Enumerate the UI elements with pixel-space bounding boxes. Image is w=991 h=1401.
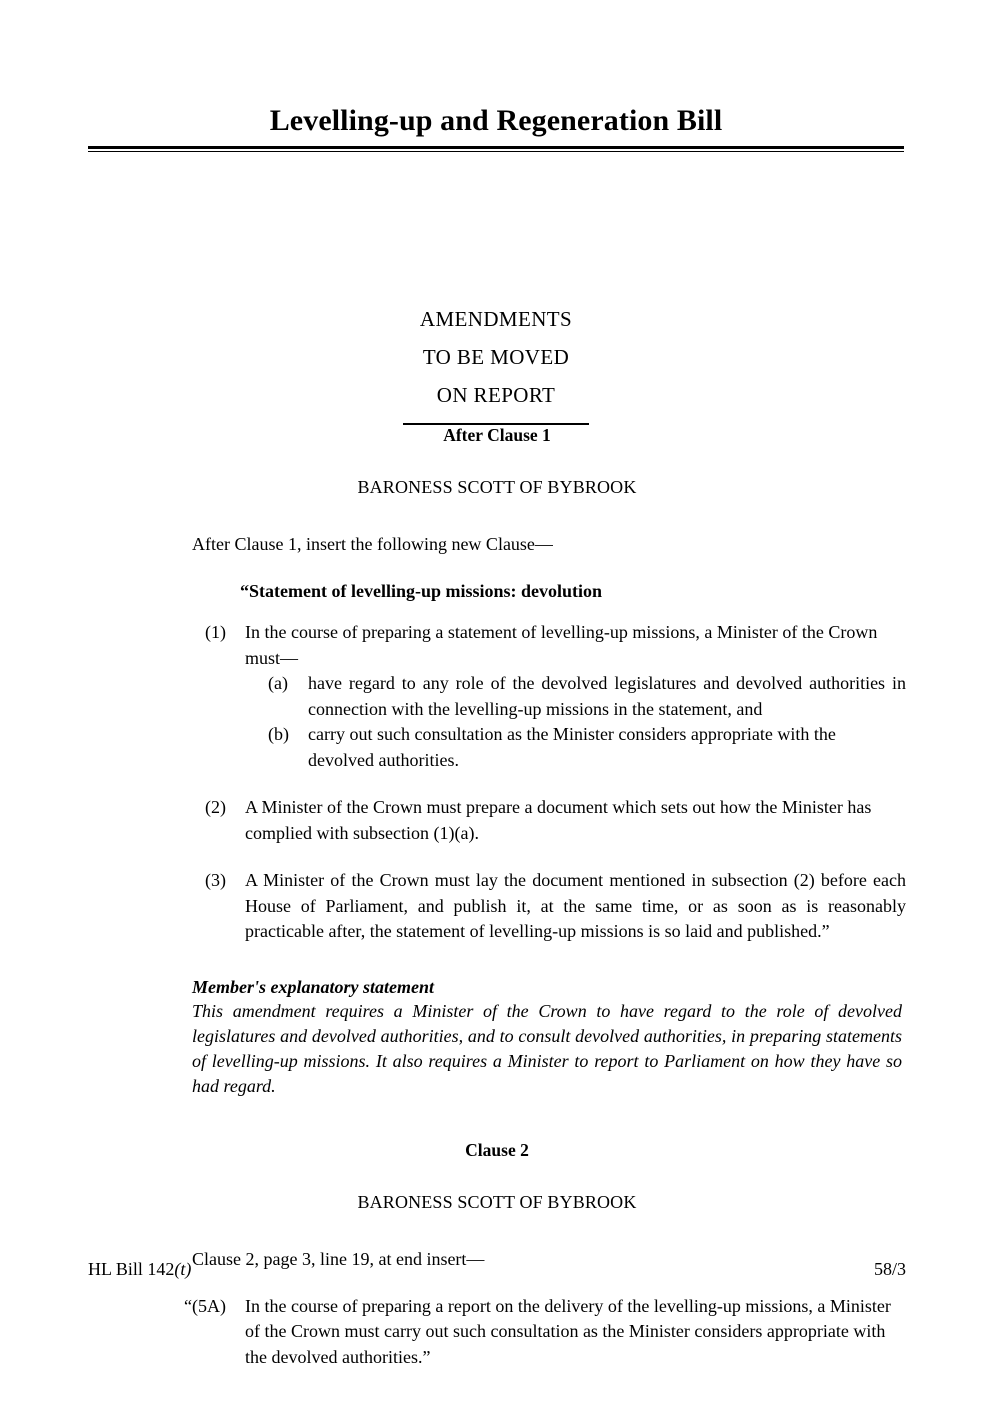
paragraph-marker: (a) [268,673,288,693]
paragraph-marker: (b) [268,724,289,744]
spacer [88,1099,906,1139]
subsection-text: A Minister of the Crown must prepare a document which sets out how the Minister has complied with subsection (1)(a). [245,797,872,843]
spacer [88,604,906,620]
spacer [88,773,906,795]
subsection-text: In the course of preparing a report on the delivery of the levelling-up missions, a Minister of the Crown must carry out such consultation as the Minister considers appropriate with the devolved authorities.” [245,1295,891,1367]
subsection-5a [88,1294,906,1371]
bill-reference-suffix: (t) [174,1259,192,1279]
subsection-3 [88,868,906,945]
subsection-text: In the course of preparing a statement of levelling-up missions, a Minister of the Crown must— [245,622,878,668]
paragraph-a [88,671,906,722]
page-footer [88,1258,906,1280]
amendments-heading-block [88,300,904,425]
explanatory-statement-title: Member's explanatory statement [192,976,434,997]
section-clause-2 [88,1139,906,1371]
quoted-clause-heading: “Statement of levelling-up missions: devolution [240,581,603,601]
subsection-marker: (2) [205,797,226,817]
amendments-heading-line-3: ON REPORT [436,383,556,407]
paragraph-text: have regard to any role of the devolved legislatures and devolved authorities in connection with the levelling-up missions in the statement, and [308,673,906,719]
subsection-1 [88,620,906,671]
bill-reference-number: HL Bill 142 [88,1259,175,1279]
paragraph-b [88,722,906,773]
sponsor-after-clause-1: BARONESS SCOTT OF BYBROOK [357,477,637,497]
spacer [88,1213,906,1247]
divider-thin-rule [88,151,904,152]
sponsor-clause-2: BARONESS SCOTT OF BYBROOK [357,1191,637,1212]
bill-reference [88,1258,191,1280]
amendments-heading-line-1: AMENDMENTS [419,307,573,331]
masthead [88,104,904,152]
section-heading-clause-2: Clause 2 [465,1139,529,1160]
spacer [88,446,906,476]
subsection-text: A Minister of the Crown must lay the document mentioned in subsection (2) before each House of Parliament, and publish it, at the same time, or as soon as is reasonably practicable after, the statement of levelling-up missions is so laid and published.” [245,870,906,941]
page-title: Levelling-up and Regeneration Bill [269,104,723,137]
subsection-2 [88,795,906,846]
spacer [88,846,906,868]
spacer [88,557,906,579]
subsection-marker: (3) [205,870,226,890]
subsection-marker: (1) [205,622,226,642]
spacer [88,498,906,532]
subsection-marker: “(5A) [184,1295,226,1316]
section-heading-after-clause-1: After Clause 1 [443,425,551,445]
spacer [88,945,906,975]
document-body [88,424,906,1370]
section-after-clause-1 [88,424,906,1099]
explanatory-statement-body: This amendment requires a Minister of the Crown to have regard to the role of devolved legislatures and devolved authorities, and to consult devolved authorities, in preparing statements of levelling-up missions. It also requires a Minister to report to Parliament on how they have so had regard. [192,1000,902,1096]
spacer [88,1161,906,1191]
explanatory-statement [88,975,906,1099]
title-divider [88,146,904,152]
instruction-after-clause-1: After Clause 1, insert the following new Clause— [192,534,553,554]
amendments-heading-line-2: TO BE MOVED [422,345,570,369]
paragraph-text: carry out such consultation as the Minister considers appropriate with the devolved authorities. [308,724,836,770]
instruction-clause-2: Clause 2, page 3, line 19, at end insert— [192,1248,485,1269]
page-number: 58/3 [873,1259,906,1279]
